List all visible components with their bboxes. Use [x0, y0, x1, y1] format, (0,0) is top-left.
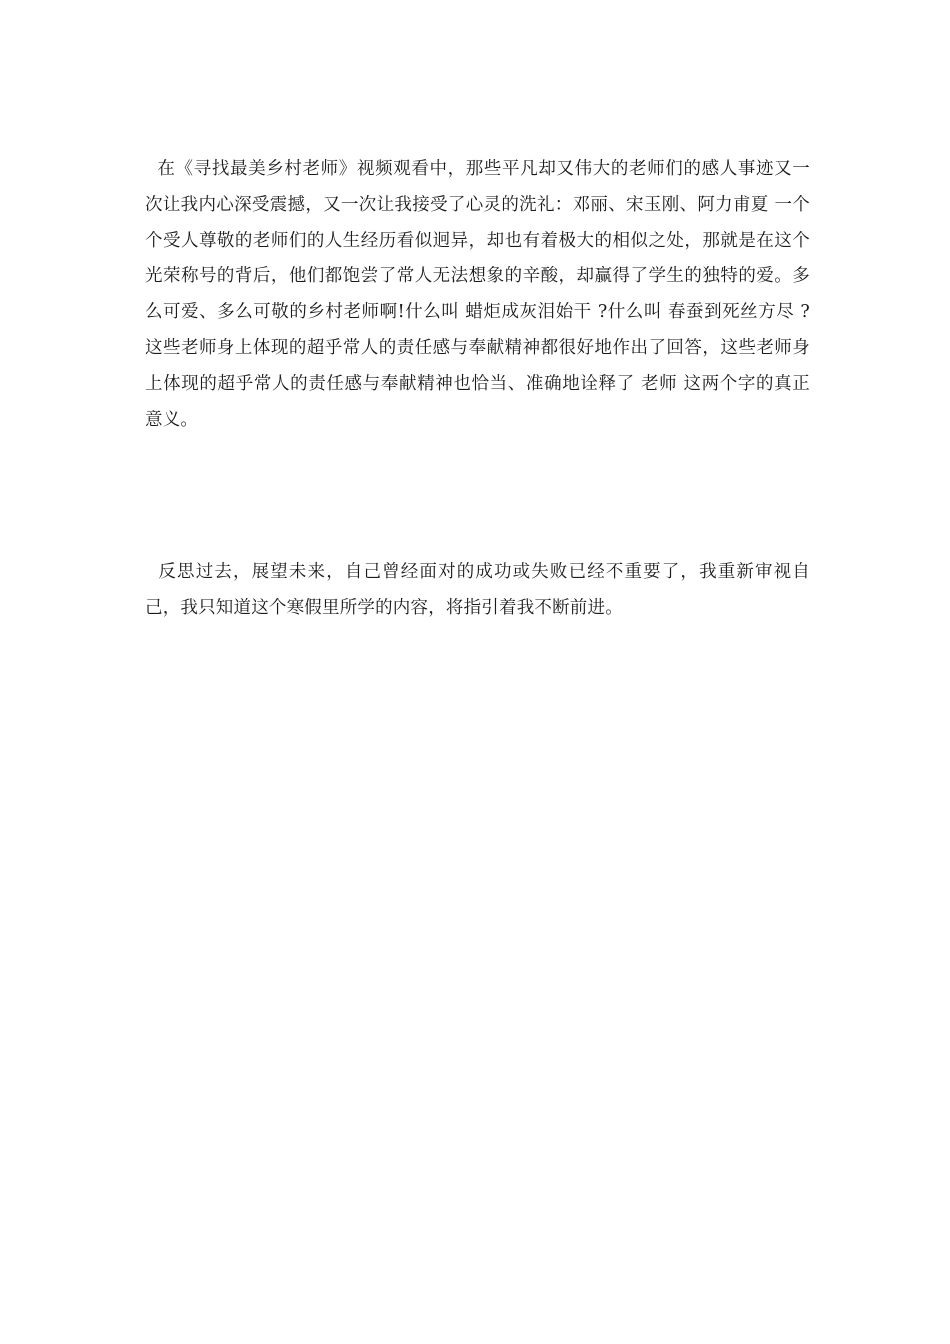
- paragraph-looking-forward: 反思过去，展望未来，自己曾经面对的成功或失败已经不重要了，我重新审视自己，我只知道这个寒假里所学的内容，将指引着我不断前进。: [145, 562, 810, 618]
- paragraph-teachers-reflection: 在《寻找最美乡村老师》视频观看中，那些平凡却又伟大的老师们的感人事迹又一次让我内心深受震撼，又一次让我接受了心灵的洗礼：邓丽、宋玉刚、阿力甫夏 一个个受人尊敬的老师们的人生经历看似迥异，却也有着极大的相似之处，那就是在这个光荣称号的背后，他们都饱尝了常人无法想象的辛酸，却赢得了学生的独特的爱。多么可爱、多么可敬的乡村老师啊!什么叫 蜡炬成灰泪始干 ?什么叫 春蚕到死丝方尽 ?这些老师身上体现的超乎常人的责任感与奉献精神都很好地作出了回答，这些老师身上体现的超乎常人的责任感与奉献精神也恰当、准确地诠释了 老师 这两个字的真正意义。: [145, 159, 810, 430]
